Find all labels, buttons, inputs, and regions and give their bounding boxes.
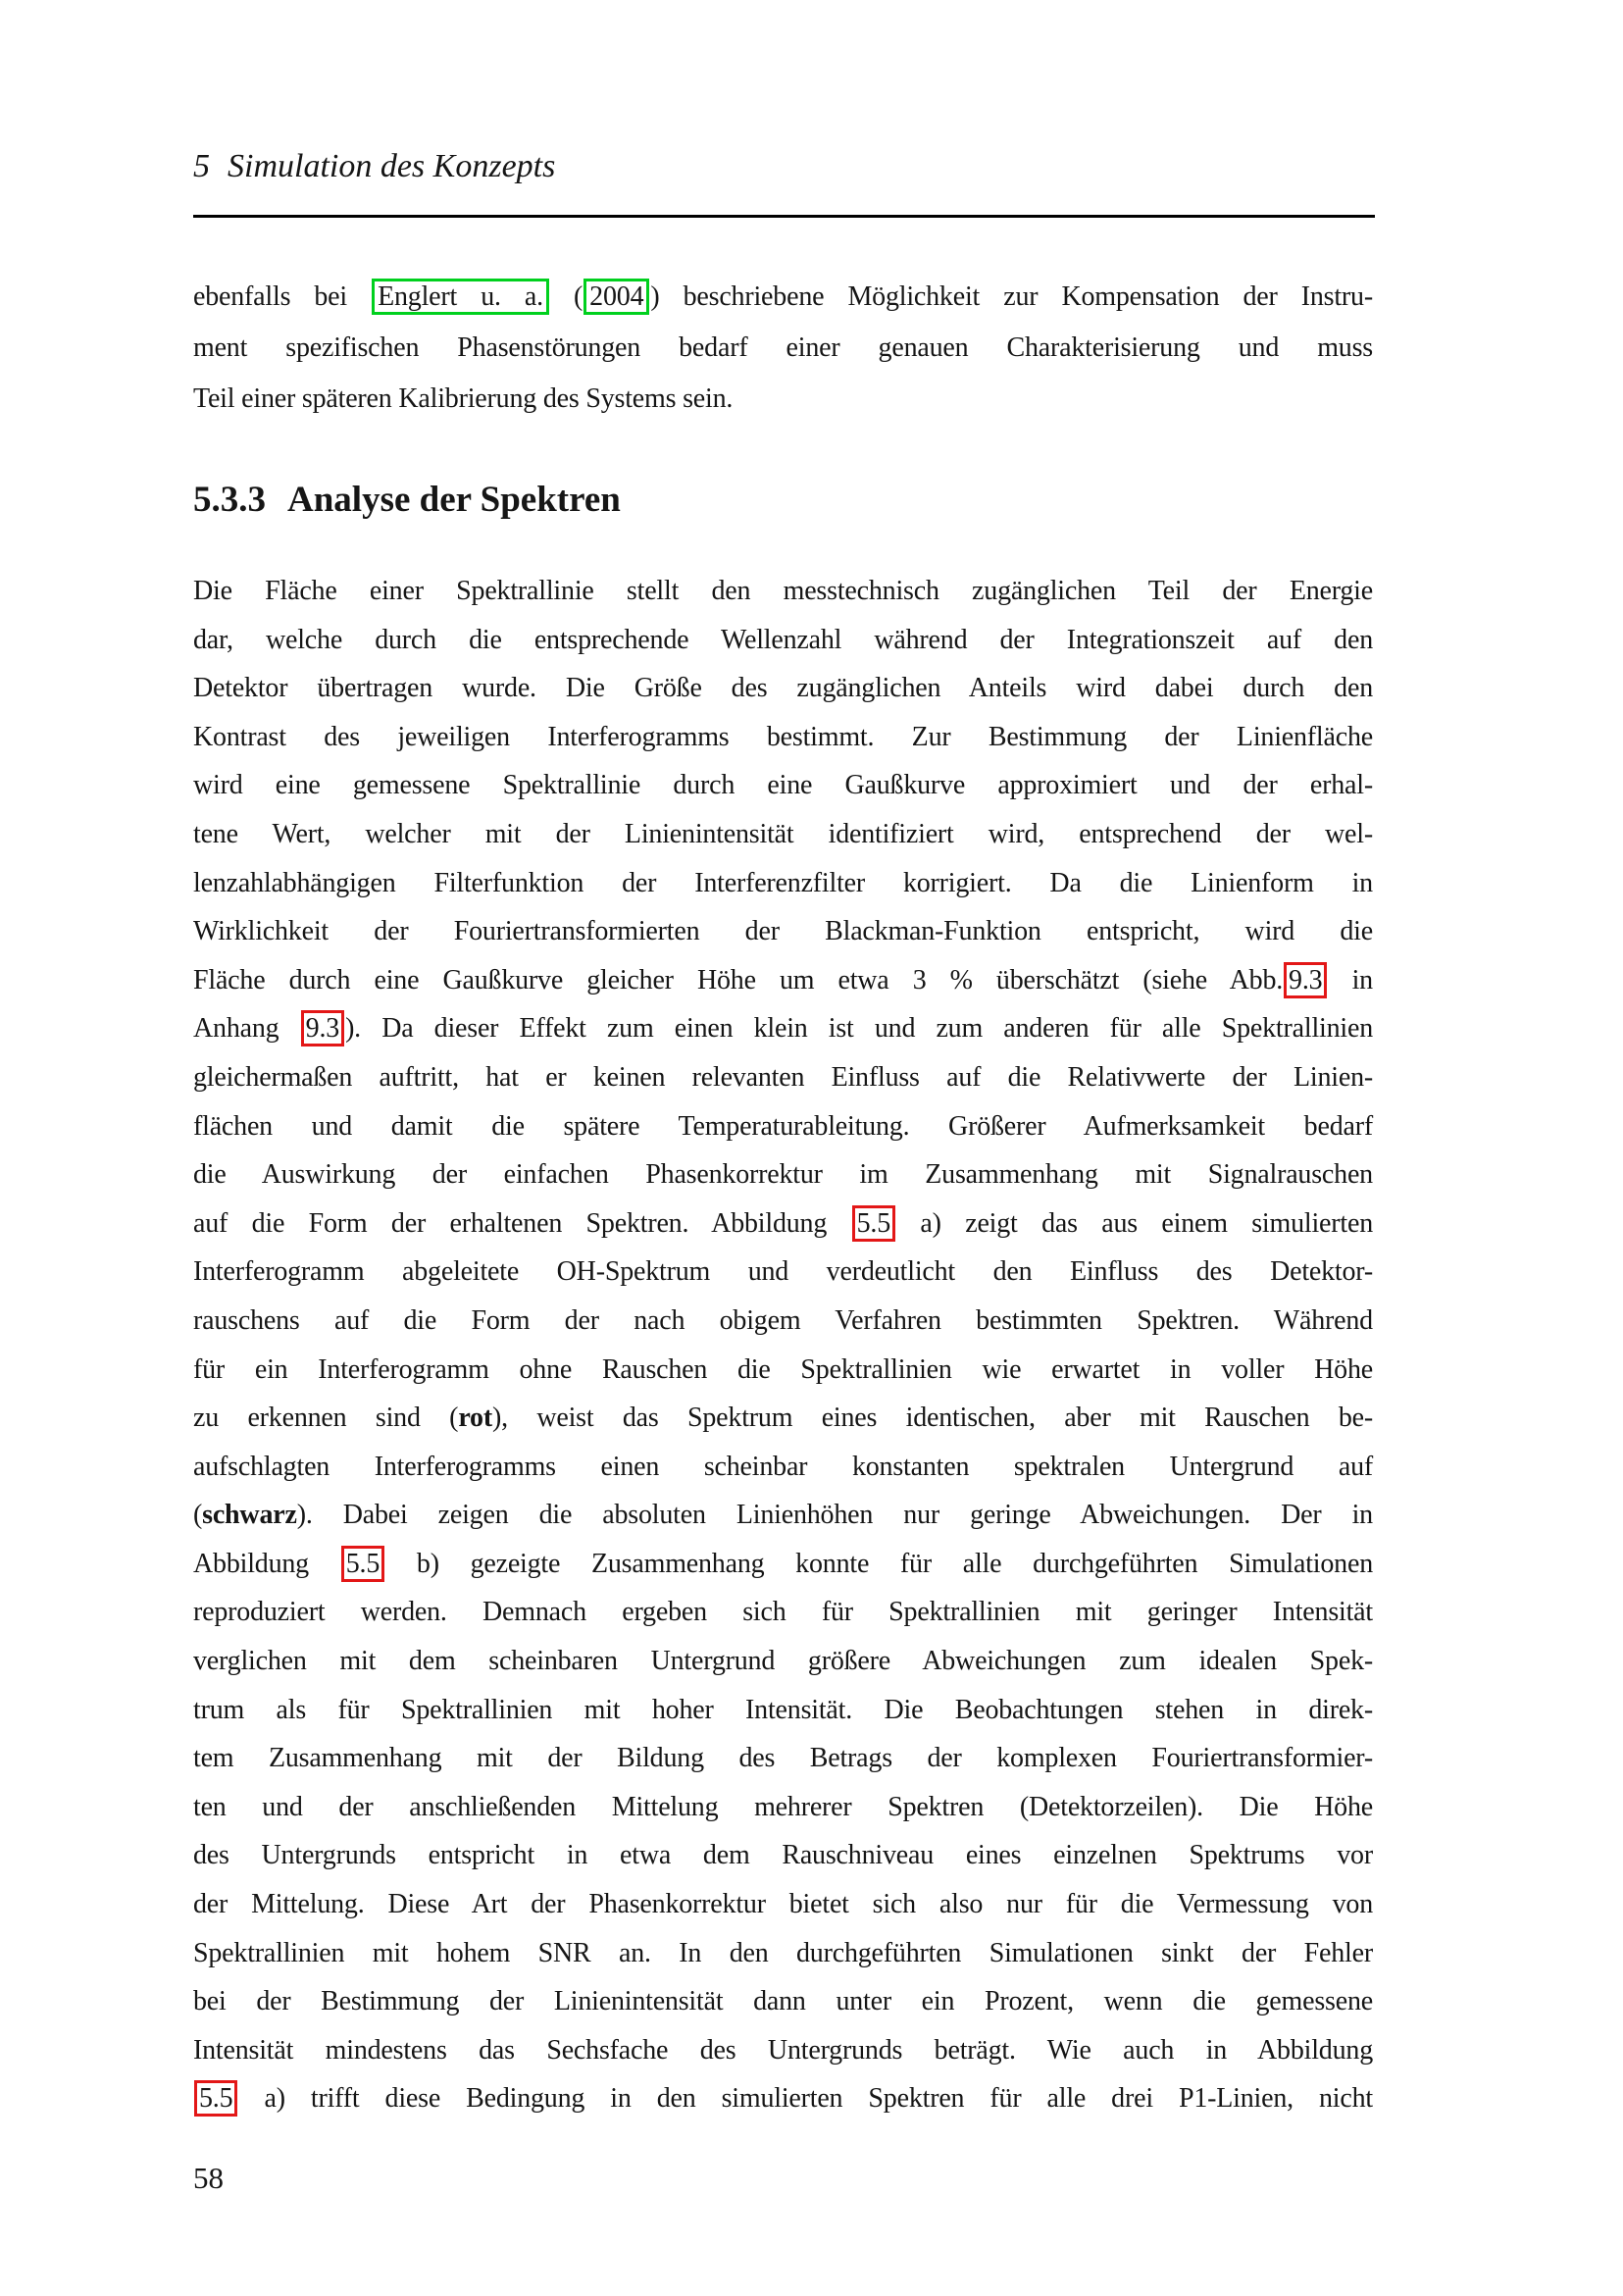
section-title: Analyse der Spektren bbox=[287, 480, 621, 520]
text-segment: ten und der anschließenden Mittelung mehrerer Spektren (Detektorzeilen). Die Höhe bbox=[193, 1791, 1373, 1822]
text-line bbox=[193, 907, 1373, 956]
text-line bbox=[193, 1977, 1373, 2026]
text-line bbox=[193, 956, 1373, 1005]
text-line bbox=[193, 1588, 1373, 1637]
text-segment: lenzahlabhängigen Filterfunktion der Interferenzfilter korrigiert. Da die Linienform in bbox=[193, 867, 1373, 898]
text-segment: ), weist das Spektrum eines identischen, aber mit Rauschen be- bbox=[491, 1403, 1373, 1434]
text-segment: Wirklichkeit der Fouriertransformierten der Blackman-Funktion entspricht, wird die bbox=[193, 916, 1373, 947]
figure-reference-link[interactable]: 9.3 bbox=[301, 1010, 344, 1046]
text-segment: rauschens auf die Form der nach obigem Verfahren bestimmten Spektren. Während bbox=[193, 1304, 1373, 1336]
text-segment: a) zeigt das aus einem simulierten bbox=[896, 1207, 1374, 1239]
text-line bbox=[193, 1686, 1373, 1735]
text-line bbox=[193, 1734, 1373, 1783]
text-segment: auf die Form der erhaltenen Spektren. Abbildung bbox=[193, 1207, 851, 1239]
chapter-number: 5 bbox=[193, 148, 210, 184]
text-segment: flächen und damit die spätere Temperaturableitung. Größerer Aufmerksamkeit bedarf bbox=[193, 1110, 1373, 1142]
citation-link[interactable]: 2004 bbox=[583, 279, 649, 315]
text-segment: dar, welche durch die entsprechende Wellenzahl während der Integrationszeit auf den bbox=[193, 624, 1373, 655]
text-line bbox=[193, 1346, 1373, 1395]
text-segment: wird eine gemessene Spektrallinie durch eine Gaußkurve approximiert und der erhal- bbox=[193, 770, 1373, 801]
text-line bbox=[193, 323, 1373, 374]
text-segment: ( bbox=[193, 1500, 203, 1531]
text-segment: des Untergrunds entspricht in etwa dem Rauschniveau eines einzelnen Spektrums vor bbox=[193, 1840, 1373, 1871]
text-segment: Intensität mindestens das Sechsfache des Untergrunds beträgt. Wie auch in Abbildung bbox=[193, 2034, 1373, 2066]
text-line bbox=[193, 374, 1373, 425]
page-number: 58 bbox=[193, 2161, 224, 2195]
text-segment: ). Dabei zeigen die absoluten Linienhöhen nur geringe Abweichungen. Der in bbox=[296, 1500, 1373, 1531]
header-rule bbox=[193, 215, 1375, 218]
text-line bbox=[193, 1102, 1373, 1151]
text-segment: Anhang bbox=[193, 1013, 300, 1045]
text-line bbox=[193, 1880, 1373, 1929]
text-line bbox=[193, 1297, 1373, 1346]
text-line bbox=[193, 1199, 1373, 1249]
text-segment: zu erkennen sind ( bbox=[193, 1403, 459, 1434]
text-segment: aufschlagten Interferogramms einen scheinbar konstanten spektralen Untergrund auf bbox=[193, 1451, 1373, 1482]
text-segment: ( bbox=[549, 281, 583, 312]
citation-link[interactable]: Englert u. a. bbox=[372, 279, 549, 315]
text-segment: b) gezeigte Zusammenhang konnte für alle durchgeführten Simulationen bbox=[385, 1548, 1374, 1579]
text-line bbox=[193, 1053, 1373, 1102]
text-segment: Interferogramm abgeleitete OH-Spektrum und verdeutlicht den Einfluss des Detektor- bbox=[193, 1256, 1373, 1288]
section-heading bbox=[193, 479, 621, 522]
text-line bbox=[193, 1004, 1373, 1053]
running-header bbox=[193, 147, 555, 186]
text-segment: trum als für Spektrallinien mit hoher Intensität. Die Beobachtungen stehen in direk- bbox=[193, 1694, 1373, 1725]
text-line bbox=[193, 1491, 1373, 1540]
text-segment: Teil einer späteren Kalibrierung des Systems sein. bbox=[193, 383, 734, 414]
text-line bbox=[193, 567, 1373, 616]
text-segment: Abbildung bbox=[193, 1548, 340, 1579]
bold-text: rot bbox=[458, 1403, 492, 1434]
text-segment: ) beschriebene Möglichkeit zur Kompensation der Instru- bbox=[650, 281, 1373, 312]
figure-reference-link[interactable]: 5.5 bbox=[194, 2080, 237, 2117]
text-line bbox=[193, 272, 1373, 323]
text-segment: verglichen mit dem scheinbaren Untergrund größere Abweichungen zum idealen Spek- bbox=[193, 1646, 1373, 1677]
figure-reference-link[interactable]: 9.3 bbox=[1284, 962, 1327, 998]
text-segment: Fläche durch eine Gaußkurve gleicher Höhe um etwa 3 % überschätzt (siehe Abb. bbox=[193, 964, 1284, 995]
text-segment: Die Fläche einer Spektrallinie stellt den messtechnisch zugänglichen Teil der Energie bbox=[193, 576, 1373, 606]
text-segment: tene Wert, welcher mit der Linienintensität identifiziert wird, entsprechend der wel- bbox=[193, 818, 1373, 849]
text-segment: die Auswirkung der einfachen Phasenkorrektur im Zusammenhang mit Signalrauschen bbox=[193, 1159, 1373, 1191]
text-segment: gleichermaßen auftritt, hat er keinen relevanten Einfluss auf die Relativwerte der Linien- bbox=[193, 1061, 1373, 1093]
text-line bbox=[193, 1150, 1373, 1199]
text-line bbox=[193, 810, 1373, 859]
text-segment: ebenfalls bei bbox=[193, 281, 372, 312]
text-line bbox=[193, 1929, 1373, 1978]
text-segment: reproduziert werden. Demnach ergeben sich für Spektrallinien mit geringer Intensität bbox=[193, 1597, 1373, 1628]
text-line bbox=[193, 1831, 1373, 1880]
text-segment: ment spezifischen Phasenstörungen bedarf einer genauen Charakterisierung und muss bbox=[193, 332, 1373, 363]
text-line bbox=[193, 1637, 1373, 1686]
text-line bbox=[193, 761, 1373, 810]
text-line bbox=[193, 1394, 1373, 1443]
intro-paragraph bbox=[193, 272, 1373, 425]
text-segment: a) trifft diese Bedingung in den simulierten Spektren für alle drei P1-Linien, nicht bbox=[238, 2083, 1373, 2115]
text-line bbox=[193, 1783, 1373, 1832]
text-line bbox=[193, 713, 1373, 762]
text-line bbox=[193, 664, 1373, 713]
text-line bbox=[193, 1540, 1373, 1589]
text-segment: Detektor übertragen wurde. Die Größe des zugänglichen Anteils wird dabei durch den bbox=[193, 673, 1373, 704]
text-segment: bei der Bestimmung der Linienintensität dann unter ein Prozent, wenn die gemessene bbox=[193, 1986, 1373, 2017]
text-segment: tem Zusammenhang mit der Bildung des Betrags der komplexen Fouriertransformier- bbox=[193, 1743, 1373, 1774]
text-segment: für ein Interferogramm ohne Rauschen die Spektrallinien wie erwartet in voller Höhe bbox=[193, 1353, 1373, 1385]
text-line bbox=[193, 616, 1373, 665]
figure-reference-link[interactable]: 5.5 bbox=[852, 1205, 895, 1242]
text-line bbox=[193, 859, 1373, 908]
text-segment: Kontrast des jeweiligen Interferogramms bestimmt. Zur Bestimmung der Linienfläche bbox=[193, 721, 1373, 752]
body-paragraph bbox=[193, 567, 1373, 2123]
text-line bbox=[193, 2074, 1373, 2123]
bold-text: schwarz bbox=[202, 1500, 297, 1531]
text-line bbox=[193, 1248, 1373, 1297]
text-line bbox=[193, 1443, 1373, 1492]
text-segment: ). Da dieser Effekt zum einen klein ist und zum anderen für alle Spektrallinien bbox=[345, 1013, 1374, 1045]
chapter-title: Simulation des Konzepts bbox=[228, 148, 556, 184]
text-segment: Spektrallinien mit hohem SNR an. In den durchgeführten Simulationen sinkt der Fehler bbox=[193, 1937, 1373, 1968]
text-line bbox=[193, 2026, 1373, 2075]
figure-reference-link[interactable]: 5.5 bbox=[341, 1546, 384, 1582]
text-segment: in bbox=[1328, 964, 1373, 995]
text-segment: der Mittelung. Diese Art der Phasenkorrektur bietet sich also nur für die Vermessung von bbox=[193, 1889, 1373, 1920]
section-number: 5.3.3 bbox=[193, 480, 266, 520]
